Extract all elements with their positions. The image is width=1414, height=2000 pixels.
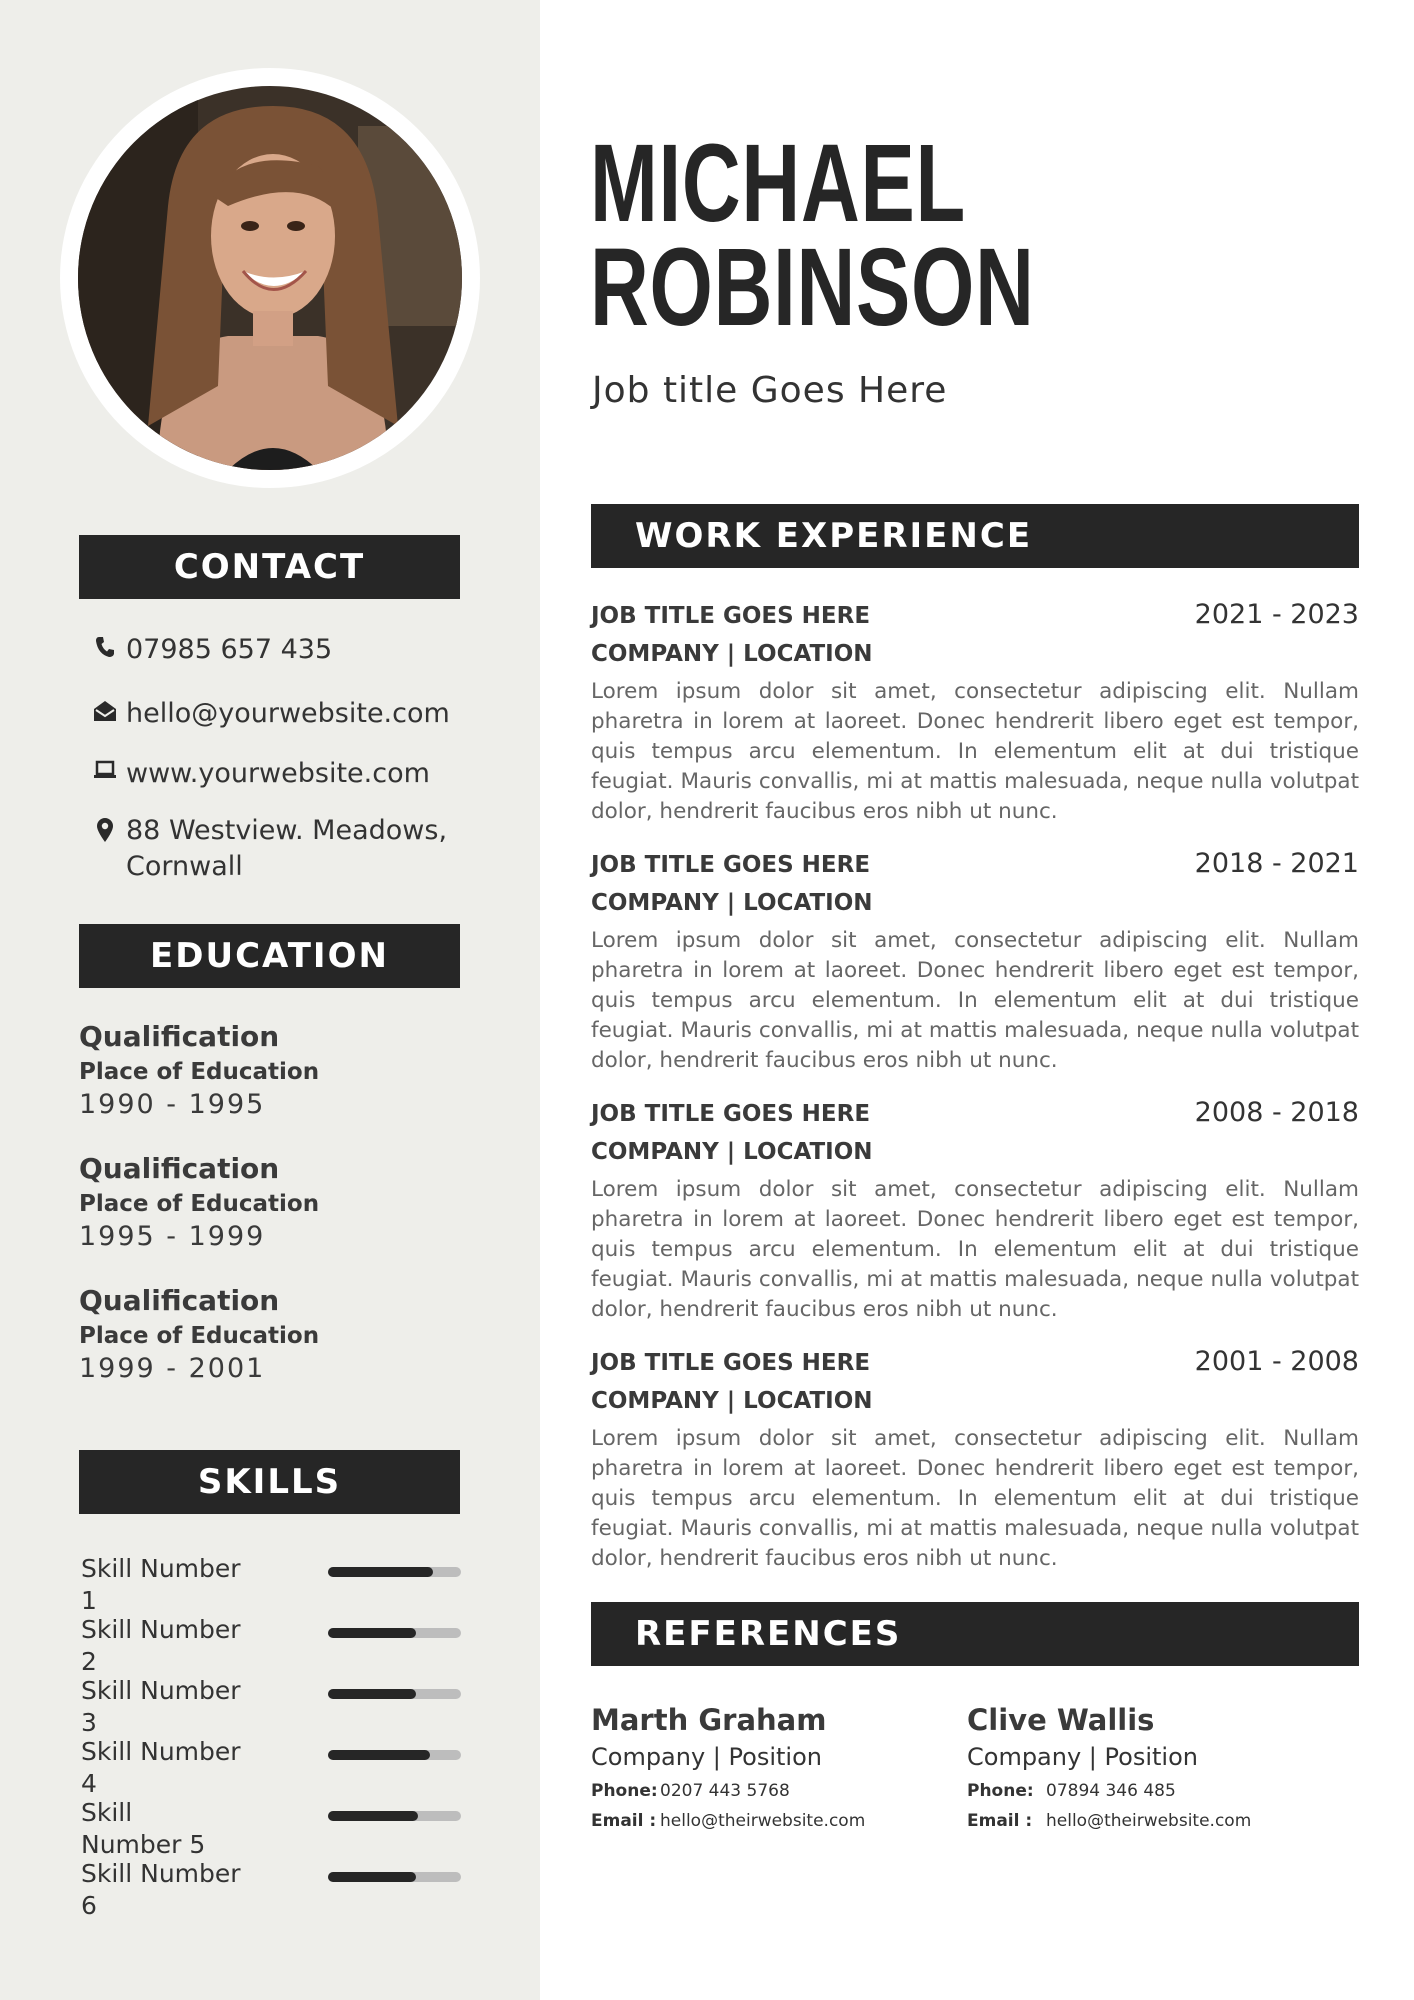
reference-name: Marth Graham <box>591 1703 827 1737</box>
reference-phone-label: Phone: <box>591 1781 658 1801</box>
skill-label: Skill Number 4 <box>81 1737 241 1798</box>
work-company: COMPANY | LOCATION <box>591 1139 873 1165</box>
work-description: Lorem ipsum dolor sit amet, consectetur adipiscing elit. Nullam pharetra in lorem at laoreet. Donec hendrerit libero eget est tempor, quis tempus arcu elementum. In elementum elit at dui tristique feugiat. Mauris convallis, mi at mattis malesuada, neque nulla volutpat dolor, hendrerit faucibus eros nibh ut nunc. <box>591 928 1359 1073</box>
education-place: Place of Education <box>79 1059 320 1085</box>
education-item <box>79 1282 319 1386</box>
skill-bar-fill <box>328 1811 418 1821</box>
work-job-title: JOB TITLE GOES HERE <box>591 852 871 878</box>
reference-phone-label: Phone: <box>967 1781 1034 1801</box>
reference-company: Company | Position <box>967 1743 1198 1771</box>
work-years: 2021 - 2023 <box>1194 599 1359 630</box>
laptop-icon <box>88 756 122 780</box>
education-place: Place of Education <box>79 1323 320 1349</box>
contact-website-text: www.yourwebsite.com <box>126 758 430 789</box>
reference-phone <box>591 1776 865 1806</box>
education-item <box>79 1018 319 1122</box>
education-qualification: Qualification <box>79 1020 280 1053</box>
skill-bar-track <box>328 1750 461 1760</box>
work-company: COMPANY | LOCATION <box>591 1388 873 1414</box>
references-heading: REFERENCES <box>591 1602 1359 1666</box>
profile-photo-illustration <box>78 86 462 470</box>
reference-card <box>591 1700 865 1836</box>
skill-label: Skill Number 3 <box>81 1676 241 1737</box>
work-item <box>591 1345 1359 1574</box>
education-years: 1995 - 1999 <box>79 1221 266 1252</box>
job-title: Job title Goes Here <box>592 370 948 411</box>
skill-bar-fill <box>328 1872 416 1882</box>
work-item <box>591 1096 1359 1325</box>
reference-name: Clive Wallis <box>967 1703 1155 1737</box>
reference-email[interactable] <box>591 1806 865 1836</box>
skill-bar-fill <box>328 1628 416 1638</box>
skill-label: Skill Number 6 <box>81 1859 241 1920</box>
work-description: Lorem ipsum dolor sit amet, consectetur adipiscing elit. Nullam pharetra in lorem at laoreet. Donec hendrerit libero eget est tempor, quis tempus arcu elementum. In elementum elit at dui tristique feugiat. Mauris convallis, mi at mattis malesuada, neque nulla volutpat dolor, hendrerit faucibus eros nibh ut nunc. <box>591 679 1359 824</box>
work-item <box>591 598 1359 827</box>
work-company: COMPANY | LOCATION <box>591 641 873 667</box>
work-years: 2001 - 2008 <box>1194 1346 1359 1377</box>
contact-address <box>88 813 447 885</box>
skill-bar-fill <box>328 1689 416 1699</box>
contact-heading: CONTACT <box>79 535 460 599</box>
contact-email-text: hello@yourwebsite.com <box>126 698 450 729</box>
education-qualification: Qualification <box>79 1152 280 1185</box>
reference-phone <box>967 1776 1251 1806</box>
reference-email-label: Email : <box>967 1811 1033 1831</box>
sidebar <box>0 0 540 2000</box>
education-heading: EDUCATION <box>79 924 460 988</box>
reference-phone-value: 0207 443 5768 <box>660 1781 790 1801</box>
name-line-1: MICHAEL <box>590 122 966 245</box>
education-qualification: Qualification <box>79 1284 280 1317</box>
work-description: Lorem ipsum dolor sit amet, consectetur adipiscing elit. Nullam pharetra in lorem at laoreet. Donec hendrerit libero eget est tempor, quis tempus arcu elementum. In elementum elit at dui tristique feugiat. Mauris convallis, mi at mattis malesuada, neque nulla volutpat dolor, hendrerit faucibus eros nibh ut nunc. <box>591 1177 1359 1322</box>
contact-phone-text: 07985 657 435 <box>126 634 333 665</box>
education-years: 1990 - 1995 <box>79 1089 266 1120</box>
work-company: COMPANY | LOCATION <box>591 890 873 916</box>
contact-phone[interactable] <box>88 632 332 668</box>
work-job-title: JOB TITLE GOES HERE <box>591 1350 871 1376</box>
profile-photo <box>78 86 462 470</box>
work-years: 2018 - 2021 <box>1194 848 1359 879</box>
skill-bar-track <box>328 1811 461 1821</box>
map-pin-icon <box>88 813 122 843</box>
work-experience-heading: WORK EXPERIENCE <box>591 504 1359 568</box>
skill-bar-track <box>328 1689 461 1699</box>
skill-bar-track <box>328 1872 461 1882</box>
phone-icon <box>88 632 122 658</box>
education-item <box>79 1150 319 1254</box>
reference-card <box>967 1700 1251 1836</box>
education-place: Place of Education <box>79 1191 320 1217</box>
reference-email-value[interactable]: hello@theirwebsite.com <box>1046 1811 1252 1831</box>
skill-label: Skill Number 5 <box>81 1798 206 1859</box>
contact-email[interactable] <box>88 696 450 732</box>
skill-bar-fill <box>328 1750 430 1760</box>
address-line-2: Cornwall <box>126 851 243 882</box>
work-job-title: JOB TITLE GOES HERE <box>591 1101 871 1127</box>
work-description: Lorem ipsum dolor sit amet, consectetur adipiscing elit. Nullam pharetra in lorem at laoreet. Donec hendrerit libero eget est tempor, quis tempus arcu elementum. In elementum elit at dui tristique feugiat. Mauris convallis, mi at mattis malesuada, neque nulla volutpat dolor, hendrerit faucibus eros nibh ut nunc. <box>591 1426 1359 1571</box>
name-line-2: ROBINSON <box>590 226 1035 349</box>
person-name <box>590 122 1035 349</box>
skill-label: Skill Number 2 <box>81 1615 241 1676</box>
skill-bar-track <box>328 1567 461 1577</box>
address-line-1: 88 Westview. Meadows, <box>126 815 448 846</box>
contact-website[interactable] <box>88 756 430 792</box>
reference-email[interactable] <box>967 1806 1251 1836</box>
skills-heading: SKILLS <box>79 1450 460 1514</box>
reference-email-label: Email : <box>591 1811 657 1831</box>
reference-phone-value: 07894 346 485 <box>1046 1781 1176 1801</box>
work-item <box>591 847 1359 1076</box>
skill-label: Skill Number 1 <box>81 1554 241 1615</box>
reference-email-value[interactable]: hello@theirwebsite.com <box>660 1811 866 1831</box>
work-job-title: JOB TITLE GOES HERE <box>591 603 871 629</box>
profile-photo-frame <box>60 68 480 488</box>
skill-bar-track <box>328 1628 461 1638</box>
reference-company: Company | Position <box>591 1743 822 1771</box>
envelope-icon <box>88 696 122 722</box>
skill-bar-fill <box>328 1567 433 1577</box>
work-years: 2008 - 2018 <box>1194 1097 1359 1128</box>
education-years: 1999 - 2001 <box>79 1353 266 1384</box>
contact-address-text <box>126 813 447 885</box>
